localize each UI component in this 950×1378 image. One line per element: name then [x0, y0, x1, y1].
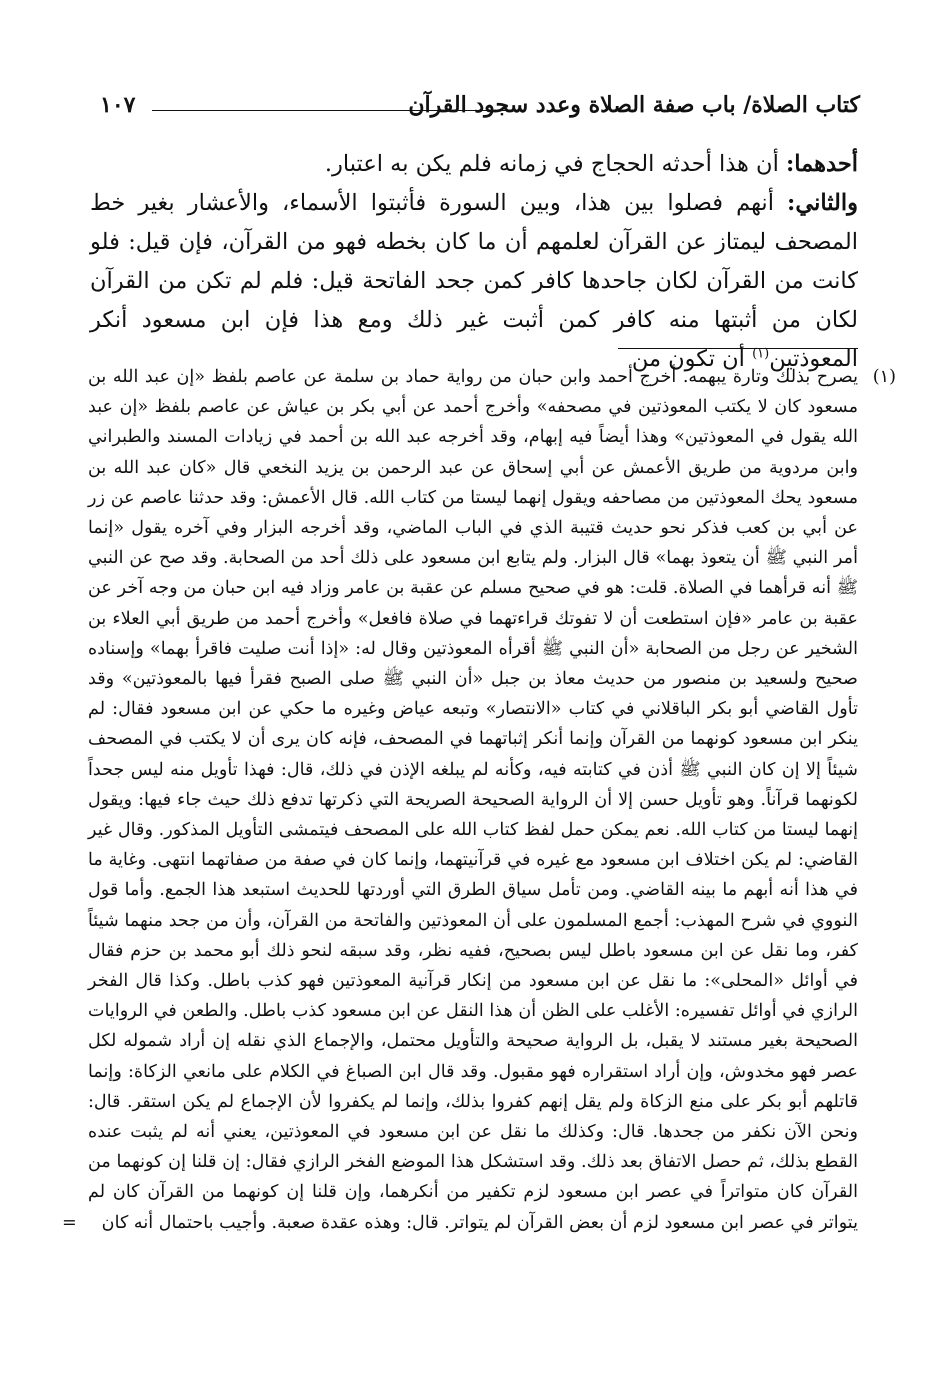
footnote-text: يصرح بذلك وتارة يبهمه. أخرج أحمد وابن حبان من رواية حماد بن سلمة عن عاصم بلفظ «إن عبد الله بن مسعود كان لا يكتب المعوذتين في مصحفه» وأخرج أحمد عن أبي بكر بن عياش عن عاصم بلفظ «إن عبد الله يقول في المعوذتين» وهذا أيضاً فيه إبهام، وقد أخرجه عبد الله بن أحمد في زيادات المسند والطبراني وابن مردوية من طريق الأعمش عن أبي إسحاق عن عبد الرحمن بن يزيد النخعي قال «كان عبد الله بن مسعود يحك المعوذتين من مصاحفه ويقول إنهما ليستا من كتاب الله. قال الأعمش: وقد حدثنا عاصم عن زر عن أبي بن كعب فذكر نحو حديث قتيبة الذي في الباب الماضي، وقد أخرجه البزار وفي آخره يقول «إنما أمر النبي ﷺ أن يتعوذ بهما» قال البزار. ولم يتابع ابن مسعود على ذلك أحد من الصحابة. وقد صح عن النبي ﷺ أنه قرأهما في الصلاة. قلت: هو في صحيح مسلم عن عقبة بن عامر وزاد فيه ابن حبان من وجه آخر عن عقبة بن عامر «فإن استطعت أن لا تفوتك قراءتهما في صلاة فافعل» وأخرج أحمد من طريق أبي العلاء بن الشخير عن رجل من الصحابة «أن النبي ﷺ أقرأه المعوذتين وقال له: «إذا أنت صليت فاقرأ بهما» وإسناده صحيح ولسعيد بن منصور من حديث معاذ بن جبل «أن النبي ﷺ صلى الصبح فقرأ فيها بالمعوذتين» وقد تأول القاضي أبو بكر الباقلاني في كتاب «الانتصار» وتبعه عياض وغيره ما حكي عن ابن مسعود فقال: لم ينكر ابن مسعود كونهما من القرآن وإنما أنكر إثباتهما في المصحف، فإنه كان يرى أن لا يكتب في المصحف شيئاً إلا إن كان النبي ﷺ أذن في كتابته فيه، وكأنه لم يبلغه الإذن في ذلك، قال: فهذا تأويل منه ليس جحداً لكونهما قرآناً. وهو تأويل حسن إلا أن الرواية الصحيحة الصريحة التي ذكرتها تدفع ذلك حيث جاء فيها: ويقول إنهما ليستا من كتاب الله. نعم يمكن حمل لفظ كتاب الله على المصحف فيتمشى التأويل المذكور. وقال غير القاضي: لم يكن اختلاف ابن مسعود مع غيره في قرآنيتهما، وإنما كان في صفة من صفاتهما انتهى. وغاية ما في هذا أنه أبهم ما بينه القاضي. ومن تأمل سياق الطرق التي أوردتها للحديث استبعد هذا الجمع. وأما قول النووي في شرح المهذب: أجمع المسلمون على أن المعوذتين والفاتحة من القرآن، وأن من جحد منهما شيئاً كفر، وما نقل عن ابن مسعود باطل ليس بصحيح، ففيه نظر، وقد سبقه لنحو ذلك أبو محمد بن حزم فقال في أوائل «المحلى»: ما نقل عن ابن مسعود من إنكار قرآنية المعوذتين فهو كذب باطل. وكذا قال الفخر الرازي في أوائل تفسيره: الأغلب على الظن أن هذا النقل عن ابن مسعود كذب باطل. والطعن في الروايات الصحيحة بغير مستند لا يقبل، بل الرواية صحيحة والتأويل محتمل، والإجماع الذي نقله إن أراد شموله لكل عصر فهو مخدوش، وإن أراد استقراره فهو مقبول. وقد قال ابن الصباغ في الكلام على مانعي الزكاة: وإنما قاتلهم أبو بكر على منع الزكاة ولم يقل إنهم كفروا بذلك، وإنما لم يكفروا لأن الإجماع لم يكن استقر. قال: ونحن الآن نكفر من جحدها. قال: وكذلك ما نقل عن ابن مسعود في المعوذتين، يعني أنه لم يثبت عنده القطع بذلك، ثم حصل الاتفاق بعد ذلك. وقد استشكل هذا الموضع الفخر الرازي فقال: إن قلنا إن كونهما من القرآن كان متواتراً في عصر ابن مسعود لزم تكفير من أنكرهما، وإن قلنا إن كونهما من القرآن كان لم يتواتر في عصر ابن مسعود لزم أن بعض القرآن لم يتواتر. قال: وهذه عقدة صعبة. وأجيب باحتمال أنه كان	[88, 367, 858, 1233]
paragraph-second-lead: والثاني:	[787, 190, 858, 216]
footnote-number: (١)	[872, 367, 896, 387]
continuation-mark: =	[62, 1212, 77, 1233]
page-number: ١٠٧	[100, 92, 136, 118]
paragraph-second	[90, 184, 858, 379]
paragraph-first-lead: أحدهما:	[785, 151, 858, 177]
footnote-reference[interactable]: (١)	[752, 346, 770, 362]
header-title: كتاب الصلاة/ باب صفة الصلاة وعدد سجود القرآن	[408, 92, 860, 118]
running-header	[100, 92, 860, 126]
footnote-block	[62, 362, 896, 1238]
paragraph-first	[90, 145, 858, 184]
footnote-separator	[618, 348, 858, 349]
main-text	[90, 145, 858, 379]
paragraph-first-text: أن هذا أحدثه الحجاج في زمانه فلم يكن به اعتبار.	[324, 151, 786, 177]
paragraph-second-end: أن تكون من	[631, 346, 753, 372]
header-rule	[152, 110, 515, 111]
paragraph-second-text: أنهم فصلوا بين هذا، وبين السورة فأثبتوا الأسماء، والأعشار بغير خط المصحف ليمتاز عن القرآن لعلمهم أن ما كان بخطه فهو من القرآن، فإن قيل: فلو كانت من القرآن لكان جاحدها كافر كمن جحد الفاتحة قيل: فلم لم تكن من القرآن لكان من أثبتها منه كافر كمن أثبت غير ذلك ومع هذا فإن ابن مسعود أنكر المعوذتين	[90, 190, 858, 372]
